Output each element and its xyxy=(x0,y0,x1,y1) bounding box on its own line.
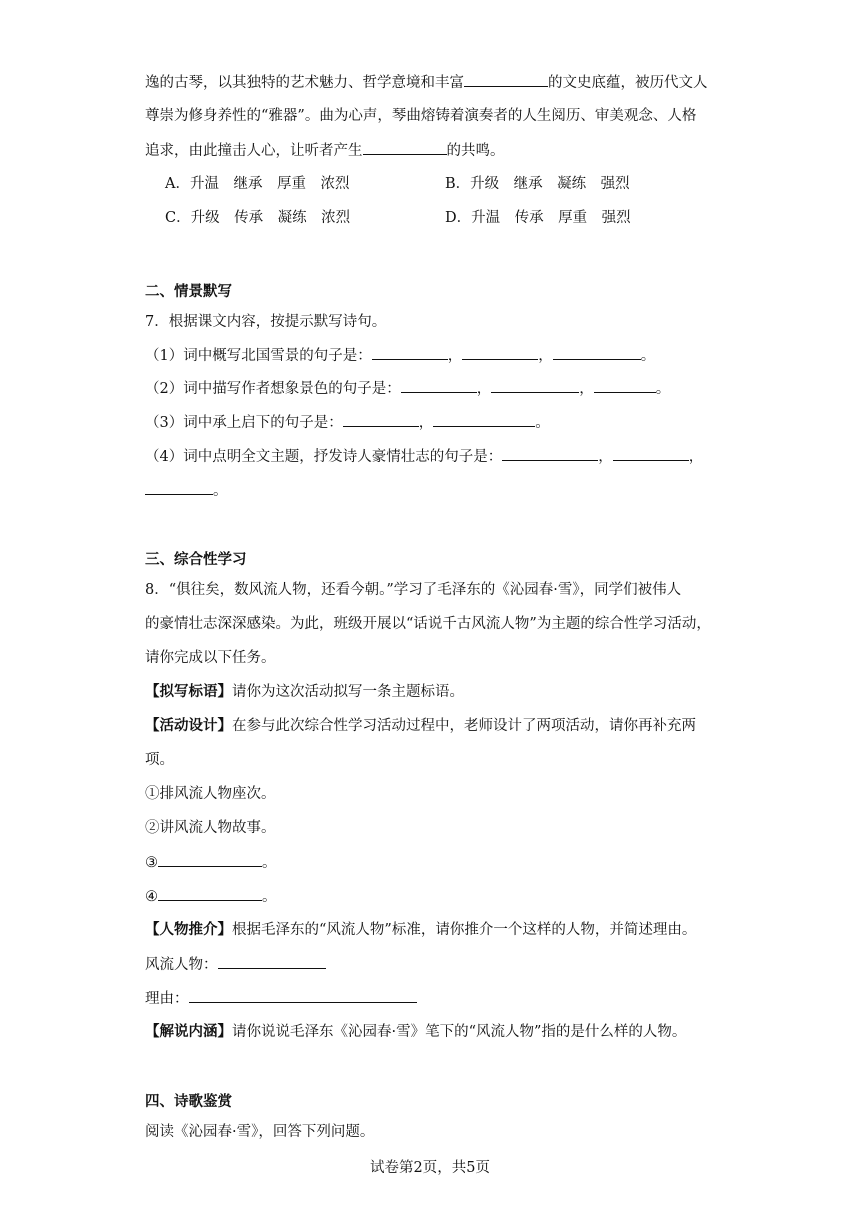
task-text: 根据毛泽东的“风流人物”标准，请你推介一个这样的人物，并简述理由。 xyxy=(232,922,697,938)
dictation-item-1 xyxy=(145,345,655,366)
answer-blank[interactable] xyxy=(553,345,641,360)
dictation-item-2 xyxy=(145,378,670,399)
punctuation: ， xyxy=(579,381,594,397)
activity-item-4 xyxy=(145,886,277,907)
option-b[interactable]: B．升级 继承 凝练 强烈 xyxy=(445,176,630,192)
item-label: （2）词中描写作者想象景色的句子是： xyxy=(145,381,401,397)
punctuation: 。 xyxy=(262,855,277,871)
punctuation: ， xyxy=(598,449,613,465)
task-tag: 【人物推介】 xyxy=(145,922,232,938)
dictation-item-3 xyxy=(145,412,550,433)
answer-blank[interactable] xyxy=(145,480,213,495)
answer-blank[interactable] xyxy=(613,446,689,461)
q6-text: 追求，由此撞击人心，让听者产生 xyxy=(145,143,363,159)
answer-blank[interactable] xyxy=(158,852,262,867)
task-tag: 【活动设计】 xyxy=(145,718,232,734)
punctuation: 。 xyxy=(535,415,550,431)
answer-blank[interactable] xyxy=(401,378,477,393)
punctuation: ， xyxy=(688,449,704,465)
q6-text: 逸的古琴，以其独特的艺术魅力、哲学意境和丰富 xyxy=(145,75,464,91)
punctuation: 。 xyxy=(213,483,228,499)
answer-blank[interactable] xyxy=(372,345,448,360)
question-stem: 7．根据课文内容，按提示默写诗句。 xyxy=(145,314,387,330)
answer-blank[interactable] xyxy=(433,412,535,427)
reason-field xyxy=(145,988,417,1009)
task-activity-design xyxy=(145,716,696,736)
answer-blank[interactable] xyxy=(363,140,447,155)
task-person-recommend xyxy=(145,920,696,940)
answer-blank[interactable] xyxy=(464,72,548,87)
punctuation: ， xyxy=(418,415,434,431)
task-text: 请你为这次活动拟写一条主题标语。 xyxy=(232,684,464,700)
punctuation: 。 xyxy=(640,348,656,364)
person-blank[interactable] xyxy=(218,954,326,969)
answer-blank[interactable] xyxy=(594,378,656,393)
option-d[interactable]: D．升温 传承 厚重 强烈 xyxy=(445,210,631,226)
option-c[interactable]: C．升级 传承 凝练 浓烈 xyxy=(165,210,351,226)
punctuation: ， xyxy=(476,381,492,397)
q6-text: 的共鸣。 xyxy=(446,143,505,159)
punctuation: ， xyxy=(538,348,553,364)
activity-item-1: ①排风流人物座次。 xyxy=(145,786,276,802)
dictation-item-4-cont xyxy=(145,480,228,501)
task-text: 在参与此次综合性学习活动过程中，老师设计了两项活动，请你再补充两 xyxy=(232,718,696,734)
q8-line-1: 8．“俱往矣，数风流人物，还看今朝。”学习了毛泽东的《沁园春·雪》，同学们被伟人 xyxy=(145,582,682,598)
item-label: （3）词中承上启下的句子是： xyxy=(145,415,343,431)
item-mark: ④ xyxy=(145,889,158,905)
item-label: （1）词中概写北国雪景的句子是： xyxy=(145,348,372,364)
task-explain-meaning xyxy=(145,1022,686,1042)
answer-blank[interactable] xyxy=(343,412,419,427)
q8-line-2: 的豪情壮志深深感染。为此，班级开展以“话说千古风流人物”为主题的综合性学习活动， xyxy=(145,616,711,632)
section-title: 四、诗歌鉴赏 xyxy=(145,1094,232,1110)
task-tag: 【解说内涵】 xyxy=(145,1024,232,1040)
punctuation: ， xyxy=(447,348,463,364)
task-tag: 【拟写标语】 xyxy=(145,684,232,700)
item-mark: ③ xyxy=(145,855,158,871)
person-field xyxy=(145,954,326,975)
section-intro: 阅读《沁园春·雪》，回答下列问题。 xyxy=(145,1124,375,1140)
section-title: 三、综合性学习 xyxy=(145,552,247,568)
item-label: （4）词中点明全文主题，抒发诗人豪情壮志的句子是： xyxy=(145,449,503,465)
section-title: 二、情景默写 xyxy=(145,284,232,300)
answer-blank[interactable] xyxy=(502,446,598,461)
reason-blank[interactable] xyxy=(189,988,417,1003)
punctuation: 。 xyxy=(262,889,277,905)
task-activity-design-cont: 项。 xyxy=(145,752,174,768)
person-label: 风流人物： xyxy=(145,957,218,973)
reason-label: 理由： xyxy=(145,991,189,1007)
answer-blank[interactable] xyxy=(491,378,579,393)
page-footer: 试卷第2页，共5页 xyxy=(370,1160,490,1176)
punctuation: 。 xyxy=(655,381,671,397)
dictation-item-4 xyxy=(145,446,703,467)
q6-text: 的文史底蕴，被历代文人 xyxy=(548,75,708,91)
q8-line-3: 请你完成以下任务。 xyxy=(145,650,276,666)
q6-line-3 xyxy=(145,140,505,161)
activity-item-2: ②讲风流人物故事。 xyxy=(145,820,276,836)
activity-item-3 xyxy=(145,852,277,873)
task-slogan xyxy=(145,682,464,702)
q6-line-2: 尊崇为修身养性的“雅器”。曲为心声，琴曲熔铸着演奏者的人生阅历、审美观念、人格 xyxy=(145,108,697,124)
answer-blank[interactable] xyxy=(158,886,262,901)
answer-blank[interactable] xyxy=(462,345,538,360)
task-text: 请你说说毛泽东《沁园春·雪》笔下的“风流人物”指的是什么样的人物。 xyxy=(232,1024,687,1040)
q6-line-1 xyxy=(145,72,708,93)
option-a[interactable]: A．升温 继承 厚重 浓烈 xyxy=(165,176,350,192)
